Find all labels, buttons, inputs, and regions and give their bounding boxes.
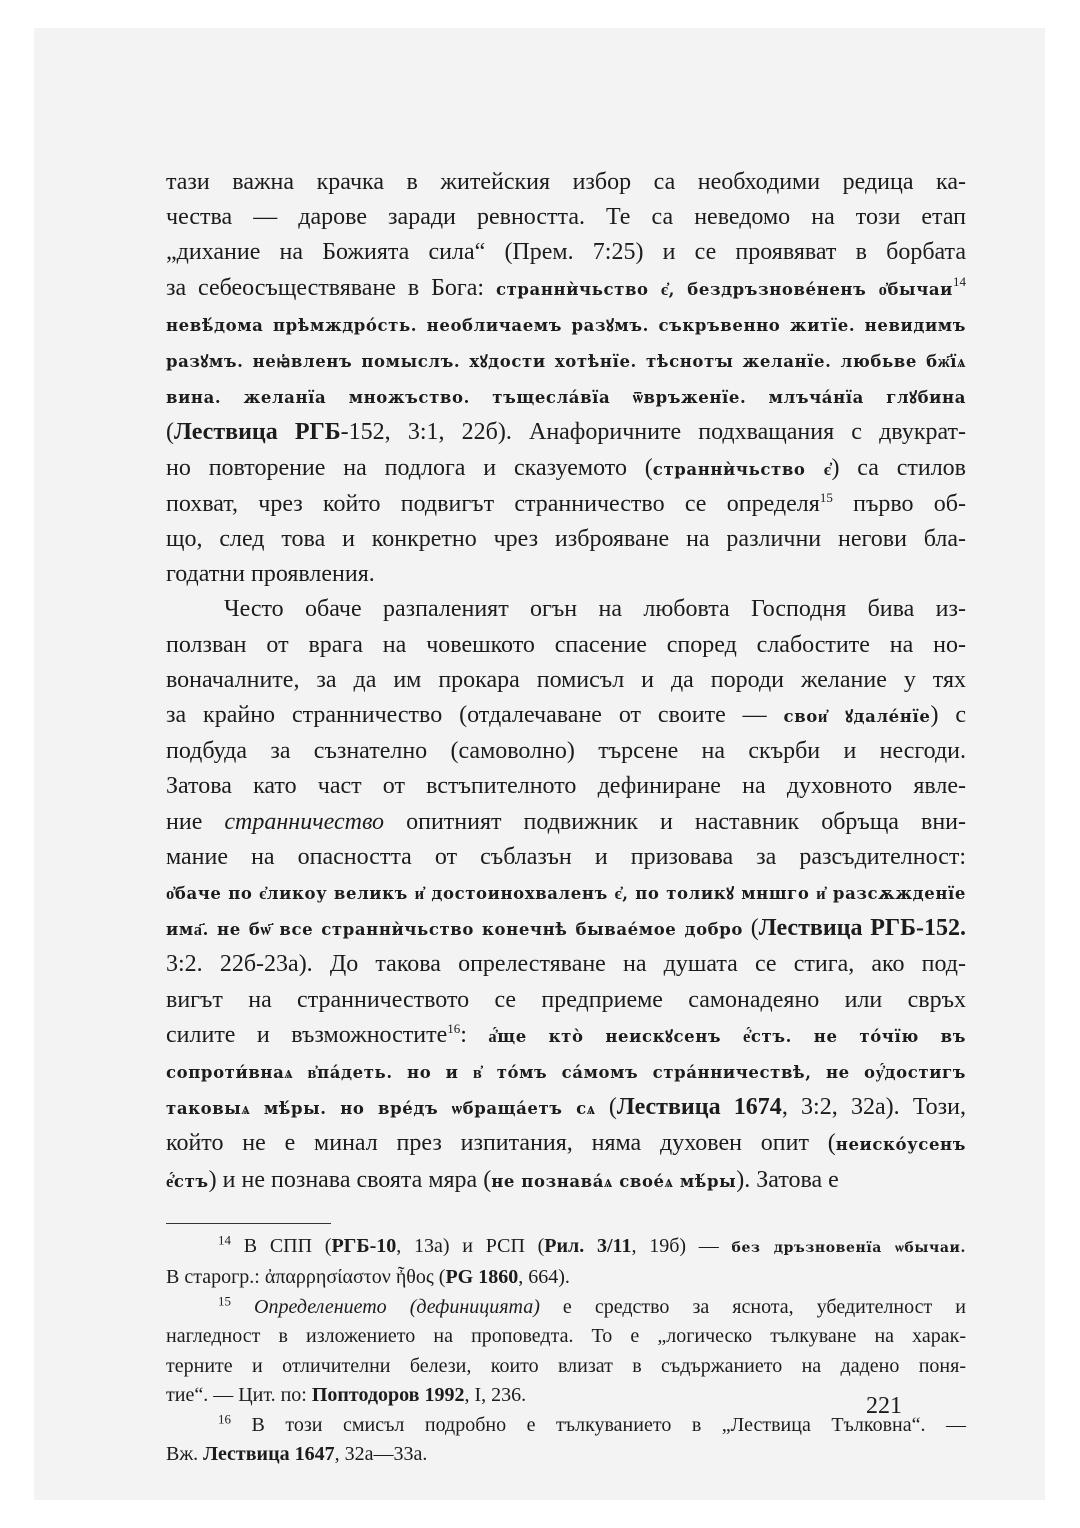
text-line [166,415,966,450]
church-slavonic-quote: сопроти́внаѧ в҆па́деть. но и в҆ то́мъ са́момъ стра́нничествѣ, не оу҆́достигъ [166,1063,966,1083]
church-slavonic-quote: не познава́ѧ свое́ѧ мѣ́ры [491,1171,737,1191]
text-run: чества — дарове заради ревността. Те са неведомо на този етап [166,204,966,231]
text-line [166,200,966,235]
text-line [166,451,966,487]
source-reference: Лествица РГБ-152. [758,915,967,942]
text-line [166,663,966,698]
text-line [166,769,966,804]
text-run: който не е минал през изпитания, няма духовен опит ( [166,1130,836,1157]
text-run: е средство за яснота, убедителност и [539,1295,966,1318]
text-run: за крайно странничество (отдалечаване от своите — [166,702,784,729]
text-line [166,1411,966,1441]
footnote [166,1293,966,1411]
text-run: , 664). [518,1266,570,1289]
text-run: първо об- [832,490,966,517]
text-run: ( [595,1094,617,1121]
footnote-marker: 14 [218,1232,231,1248]
source-reference: Лествица РГБ [174,419,341,446]
text-run: , 3:2, 32а). Този, [781,1094,966,1121]
footnote-marker: 16 [447,1020,461,1036]
text-run: , 19б) — [631,1234,732,1257]
text-run: ние [166,808,225,835]
source-reference: Лествица 1647 [203,1443,335,1466]
text-run: ( [166,419,174,446]
text-line [166,1263,966,1293]
paragraph [166,165,966,592]
page-sheet [34,28,1045,1500]
text-run: за себеосъществяване в Бога: [166,274,496,301]
church-slavonic-quote: свои҆ ꙋдале́нїе [783,707,931,727]
text-run: В старогр.: ἀπαρρησίαστον ἦθος ( [166,1266,446,1289]
church-slavonic-quote: неиско́усенъ [835,1135,966,1155]
text-line [166,522,966,557]
text-run: опитният подвижник и наставник обръща вни- [384,808,967,835]
footnotes [166,1232,966,1470]
text-line [166,1054,966,1090]
text-line [166,1163,966,1199]
text-run: В този смисъл подробно е тълкуванието в „Лествица Тълковна“. — [231,1413,966,1436]
text-run: силите и възможностите [166,1021,448,1048]
text-line [166,487,966,522]
source-reference: PG 1860 [445,1266,519,1289]
text-run: годатни проявления. [166,561,375,588]
text-run: тази важна крачка в житейския избор са необходими редица ка- [166,169,966,195]
text-line [166,983,966,1018]
text-line [166,379,966,415]
text-line [166,235,966,270]
text-run [231,1296,254,1318]
text-run: вигът на странничеството се предприеме самонадеяно или свръх [166,986,966,1013]
text-run: „дихание на Божията сила“ (Прем. 7:25) и се проявяват в борбата [166,239,966,266]
source-reference: РГБ-10 [331,1234,397,1257]
source-reference: Лествица 1674 [616,1094,782,1121]
text-run: Затова като част от встъпителното дефиниране на духовното явле- [166,773,966,800]
source-reference: Рил. 3/11 [544,1234,632,1257]
text-line [166,557,966,592]
footnote-marker: 15 [819,489,833,505]
text-run: воначалните, за да им прокара помисъл и да породи желание у тях [166,666,966,693]
text-line [166,1293,966,1323]
emphasis: странничество [224,808,385,835]
text-line [166,271,966,307]
main-text [166,165,966,1199]
text-line [166,307,966,343]
text-line [166,947,966,982]
text-run: В СПП ( [231,1234,332,1257]
footnote-marker: 15 [218,1293,231,1309]
church-slavonic-quote: страннѝчьство є҆, бездръзнове́ненъ о҆бычаи [495,279,954,299]
text-run: но повторение на подлога и сказуемото ( [166,454,653,481]
text-run: 3:2. 22б-23а). До такова опрелестяване на душата се стига, ако под- [166,951,966,978]
church-slavonic-quote: невѣ́дома прѣмждро́сть. необличаемъ разꙋмъ. съкръвенно житїе. невидимъ [166,315,966,335]
text-run: подбуда за съзнателно (самоволно) търсене на скърби и несгоди. [166,738,966,765]
text-run: -152, 3:1, 22б). Анафоричните подхващания с двукрат- [340,419,966,446]
text-line [166,840,966,875]
text-run: : [460,1021,489,1048]
text-run: Често обаче разпаленият огън на любовта Господня бива из- [224,596,966,623]
church-slavonic-quote: таковыѧ мѣ́ры. но вре́дъ ѡбраща́етъ сѧ [166,1099,596,1119]
text-line [166,1126,966,1162]
text-run: ). Затова е [736,1166,839,1193]
footnote-marker: 16 [218,1411,231,1427]
text-line [166,875,966,911]
text-line [166,1352,966,1382]
text-line [166,911,966,947]
text-line [166,628,966,663]
text-line [166,1018,966,1054]
church-slavonic-quote: о҆баче по є҆ликоу великъ и҆ достоинохваленъ є҆, по толикꙋ мншго и҆ разсѫжденїе [166,884,966,904]
church-slavonic-quote: без дръзновенїа ѡбычаи. [731,1239,966,1256]
text-line [166,1381,966,1411]
text-run: , 32а—33а. [334,1443,428,1466]
text-run: ) с [930,702,966,729]
text-line [166,734,966,769]
footnote [166,1411,966,1470]
church-slavonic-quote: е҆́стъ [166,1171,209,1191]
text-run: ( [743,915,759,942]
text-run: ) са стилов [831,454,967,481]
text-line [166,1322,966,1352]
text-run: мание на опасността от съблазън и призовава за разсъдителност: [166,843,966,870]
footnote [166,1232,966,1293]
footnote-separator [166,1223,331,1224]
text-run: тие“. — Цит. по: [166,1384,312,1407]
page-number: 221 [866,1393,902,1419]
text-run: нагледност в изложението на проповедта. То е „логическо тълкуване на харак- [166,1325,966,1348]
text-run: ползван от врага на човешкото спасение според слабостите на но- [166,631,966,658]
text-run: , I, 236. [464,1384,527,1407]
text-line [166,698,966,734]
text-line [166,165,966,200]
text-run: терните и отличителни белези, които влизат в съдържанието на дадено поня- [166,1354,966,1377]
paragraph [166,592,966,1198]
text-line [166,1232,966,1264]
page-content [166,165,966,1470]
footnote-marker: 14 [953,273,967,289]
text-run: що, след това и конкретно чрез изброяване на различни негови бла- [166,526,966,553]
church-slavonic-quote: разꙋмъ. неꙗ҆вленъ помыслъ. хꙋдости хотѣнїе. тѣснотꙑ желанїе. любьве бж҃їѧ [166,352,966,372]
church-slavonic-quote: вина. желанїа множъство. тъщесла́вїа ѿвръженїе. млъча́нїа глꙋбина [166,388,966,408]
church-slavonic-quote: има҃. не бѡ҃ все страннѝчьство конечнѣ бывае́мое добро [166,920,744,940]
text-line [166,592,966,627]
text-line [166,805,966,840]
text-line [166,1090,966,1126]
church-slavonic-quote: а҆́ще кто̀ неискꙋсенъ е҆́стъ. не то́чїю въ [488,1026,966,1046]
text-line [166,343,966,379]
source-reference: Поптодоров 1992 [311,1384,465,1407]
text-line [166,1440,966,1470]
text-run: Вж. [166,1443,204,1466]
text-run: , 13а) и РСП ( [396,1234,545,1257]
emphasis: Определението (дефиницията) [254,1295,540,1318]
text-run: похват, чрез който подвигът странничество се определя [166,490,820,517]
church-slavonic-quote: страннѝчьство є҆ [652,459,832,479]
text-run: ) и не познава своята мяра ( [208,1166,492,1193]
